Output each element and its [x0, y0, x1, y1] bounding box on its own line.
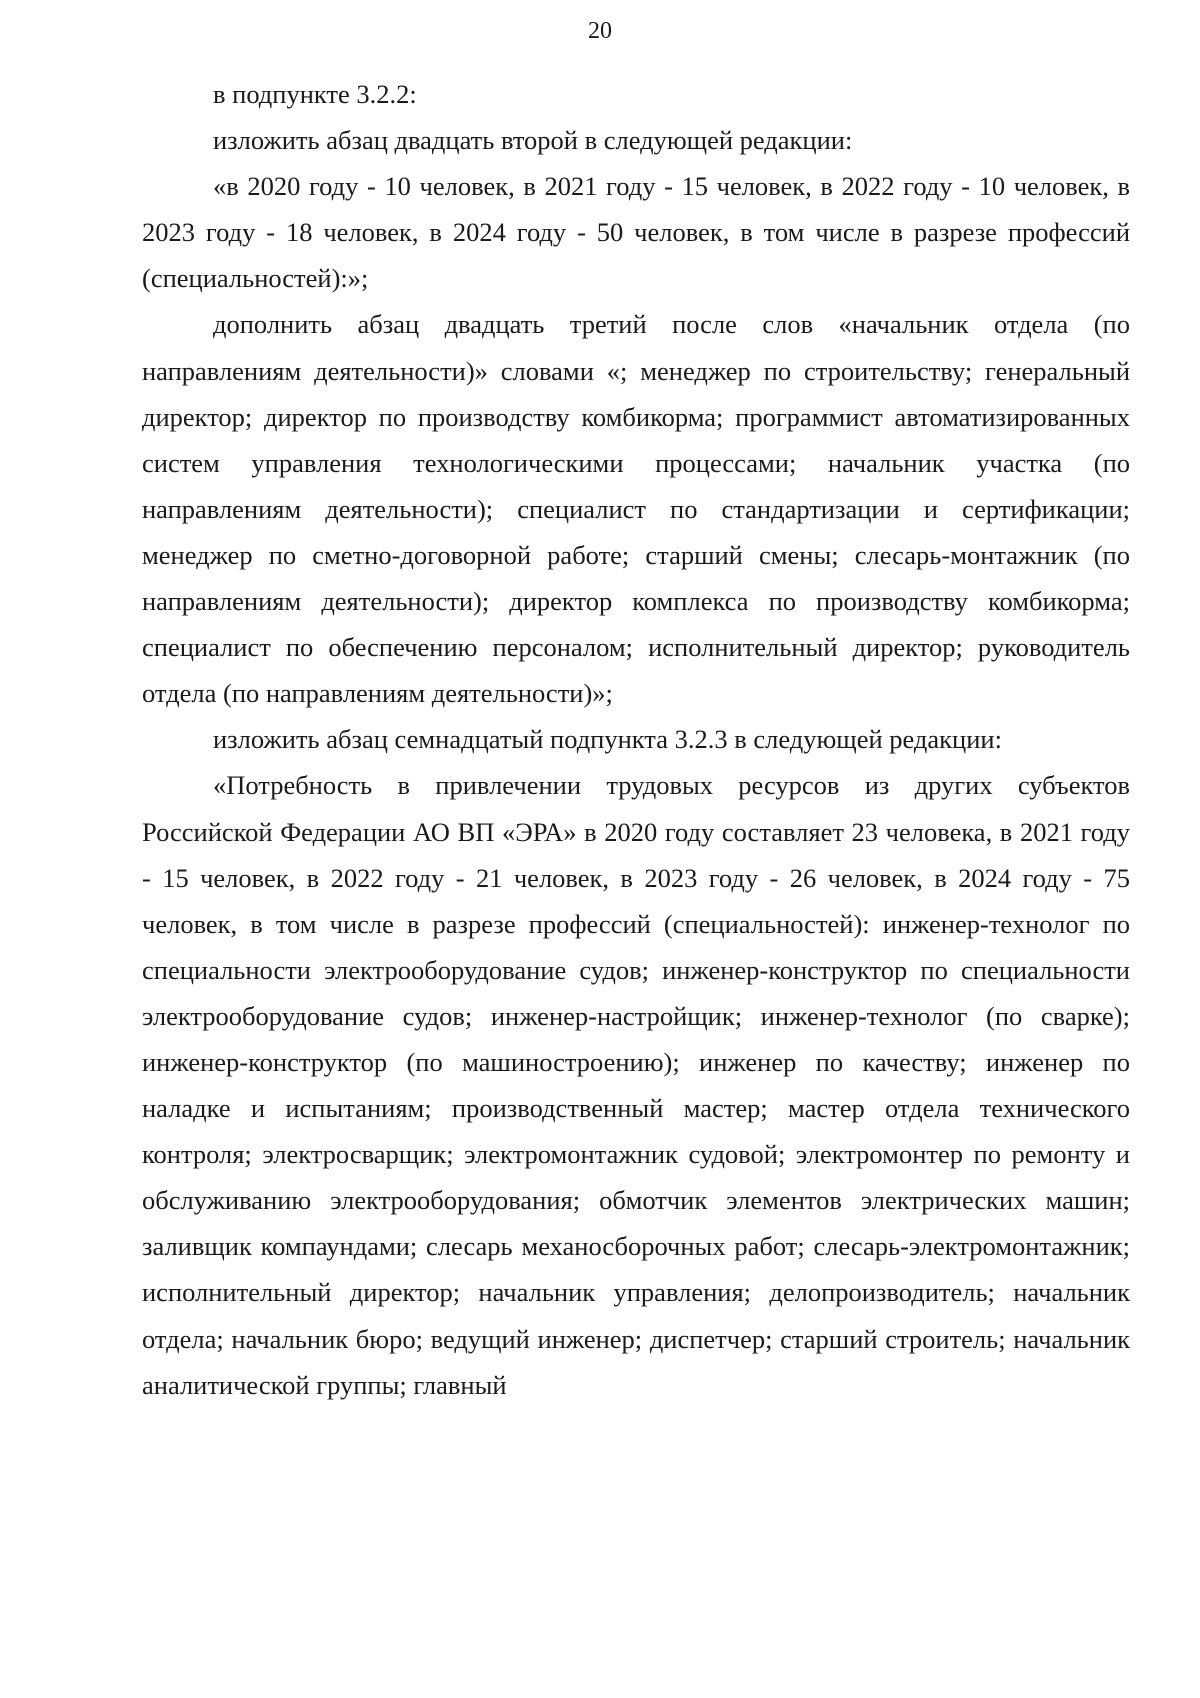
- document-body: [142, 71, 1130, 1408]
- paragraph: «Потребность в привлечении трудовых ресурсов из других субъектов Российской Федерации АО ВП «ЭРА» в 2020 году составляет 23 человека, в 2021 году - 15 человек, в 2022 году - 21 человек, в 2023 году - 26 человек, в 2024 году - 75 человек, в том числе в разрезе профессий (специальностей): инженер-технолог по специальности электрооборудование судов; инженер-конструктор по специальности электрооборудование судов; инженер-настройщик; инженер-технолог (по сварке); инженер-конструктор (по машиностроению); инженер по качеству; инженер по наладке и испытаниям; производственный мастер; мастер отдела технического контроля; электросварщик; электромонтажник судовой; электромонтер по ремонту и обслуживанию электрооборудования; обмотчик элементов электрических машин; заливщик компаундами; слесарь механосборочных работ; слесарь-электромонтажник; исполнительный директор; начальник управления; делопроизводитель; начальник отдела; начальник бюро; ведущий инженер; диспетчер; старший строитель; начальник аналитической группы; главный: [142, 770, 1130, 1400]
- paragraph: изложить абзац двадцать второй в следующей редакции:: [213, 125, 853, 156]
- paragraph: «в 2020 году - 10 человек, в 2021 году - 15 человек, в 2022 году - 10 человек, в 2023 году - 18 человек, в 2024 году - 50 человек, в том числе в разрезе профессий (специальностей):»;: [142, 171, 1130, 294]
- paragraph: в подпункте 3.2.2:: [213, 79, 417, 109]
- page-number: 20: [588, 18, 612, 44]
- paragraph: дополнить абзац двадцать третий после слов «начальник отдела (по направлениям деятельности)» словами «; менеджер по строительству; генеральный директор; директор по производству комбикорма; программист автоматизированных систем управления технологическими процессами; начальник участка (по направлениям деятельности); специалист по стандартизации и сертификации; менеджер по сметно-договорной работе; старший смены; слесарь-монтажник (по направлениям деятельности); директор комплекса по производству комбикорма; специалист по обеспечению персоналом; исполнительный директор; руководитель отдела (по направлениям деятельности)»;: [142, 309, 1130, 709]
- paragraph: изложить абзац семнадцатый подпункта 3.2.3 в следующей редакции:: [213, 724, 1002, 755]
